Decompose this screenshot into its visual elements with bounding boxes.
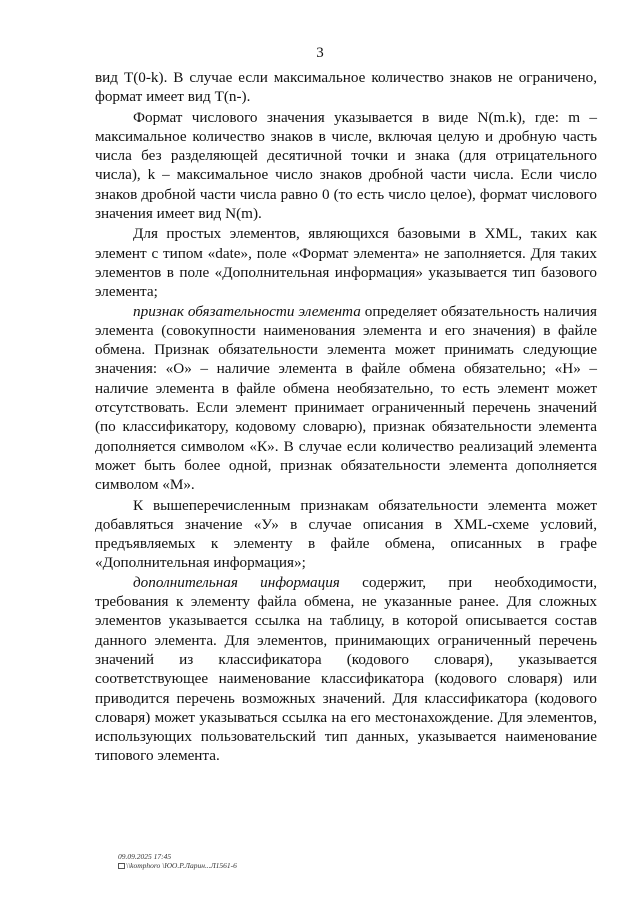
paragraph-text: содержит, при необходимости, требования к элементу файла обмена, не указанные ранее. Для сложных элементов указывается ссылка на таблицу, в которой описывается состав данного элемента. Для элементов, принимающих ограниченный перечень значений из классификатора (кодового словаря), указывается соответствующее наименование классификатора (кодового словаря) или приводится перечень возможных значений. Для классификатора (кодового словаря) может указываться ссылка на его местонахождение. Для элементов, использующих пользовательский тип данных, указывается наименование типового элемента. [95,573,597,765]
page-number: 3 [316,45,324,61]
paragraph-text: определяет обязательность наличия элемента (совокупности наименования элемента и его значения) в файле обмена. Признак обязательности элемента может принимать следующие значения: «О» – наличие элемента в файле обмена обязательно; «Н» – наличие элемента в файле обмена необязательно, то есть элемент может отсутствовать. Если элемент принимает ограниченный перечень значений (по классификатору, кодовому словарю), признак обязательности элемента дополняется символом «К». В случае если количество реализаций элемента может быть более одной, признак обязательности элемента дополняется символом «М». [95,302,597,494]
paragraph-simple-elements [95,224,597,301]
paragraph-text: Для простых элементов, являющихся базовыми в XML, таких как элемент с типом «date», поле «Формат элемента» не заполняется. Для таких элементов в поле «Дополнительная информация» указывается тип базового элемента; [95,225,597,301]
paragraph-numeric-format [95,108,597,224]
footer-timestamp: 09.09.2025 17:45 [118,852,172,861]
paragraph-obligatory-sign [95,302,597,495]
paragraph-text: вид T(0-k). В случае если максимальное количество знаков не ограничено, формат имеет вид T(n-). [95,69,597,106]
paragraph-additional-info [95,573,597,766]
paragraph-text: К вышеперечисленным признакам обязательности элемента может добавляться значение «У» в случае описания в XML-схеме условий, предъявляемых к элементу в файле обмена, описанных в графе «Дополнительная информация»; [95,496,597,572]
footer-path: \\komphoro \ЮО.Р.Ларин...Л1561-6 [126,861,237,870]
paragraph-text: Формат числового значения указывается в виде N(m.k), где: m – максимальное количество знаков в числе, включая целую и дробную часть числа без разделяющей десятичной точки и знака (для отрицательного числа), k – максимальное число знаков дробной части числа. Если число знаков дробной части числа равно 0 (то есть число целое), формат числового значения имеет вид N(m). [95,108,597,223]
document-body [95,68,597,766]
paragraph-format-text-end [95,68,597,107]
term-obligatory-sign: признак обязательности элемента [133,302,361,320]
network-path-icon [118,863,125,869]
term-additional-info: дополнительная информация [133,573,340,591]
footer-path-line [118,861,237,870]
document-footer [118,852,237,870]
paragraph-condition-value [95,496,597,573]
